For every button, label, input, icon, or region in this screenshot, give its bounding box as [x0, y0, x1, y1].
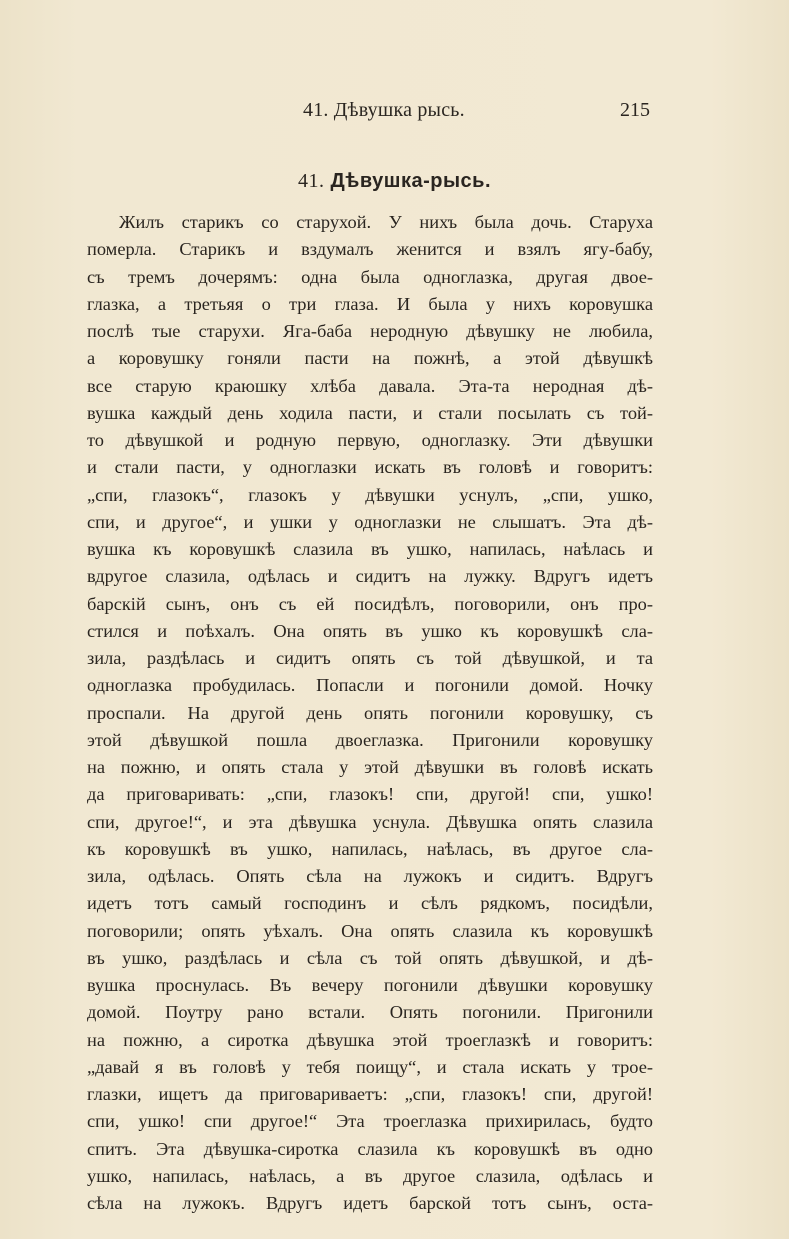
text-line: проспали. На другой день опять погонили коровушку, съ	[87, 702, 653, 723]
text-line: зила, раздѣлась и сидитъ опять съ той дѣвушкой, и та	[87, 648, 653, 668]
text-line: вушка каждый день ходила пасти, и стали посылать съ той-	[87, 402, 653, 423]
running-title: 41. Дѣвушка рысь.	[303, 99, 465, 121]
text-line: въ ушко, раздѣлась и сѣла съ той опять дѣвушкой, и дѣ-	[87, 947, 653, 968]
text-line: „спи, глазокъ“, глазокъ у дѣвушки уснулъ, „спи, ушко,	[87, 484, 653, 505]
text-line: спи, и другое“, и ушки у одноглазки не слышатъ. Эта дѣ-	[87, 511, 653, 532]
text-line: съ тремъ дочерямъ: одна была одноглазка, другая двое-	[87, 266, 653, 287]
text-line: да приговаривать: „спи, глазокъ! спи, другой! спи, ушко!	[87, 784, 653, 805]
text-line: глазки, ищетъ да приговариваетъ: „спи, глазокъ! спи, другой!	[87, 1084, 653, 1104]
text-line: къ коровушкѣ въ ушко, напилась, наѣлась, въ другое сла-	[87, 838, 653, 859]
page-header	[90, 99, 656, 127]
text-line: спи, другое!“, и эта дѣвушка уснула. Дѣвушка опять слазила	[87, 811, 653, 832]
chapter-title	[0, 170, 789, 193]
text-line: „давай я въ головѣ у тебя поищу“, и стала искать у трое-	[87, 1056, 653, 1077]
text-line: стился и поѣхалъ. Она опять въ ушко къ коровушкѣ сла-	[87, 620, 653, 641]
text-line: Жилъ старикъ со старухой. У нихъ была дочь. Старуха	[119, 212, 653, 232]
text-line: барскій сынъ, онъ съ ей посидѣлъ, поговорили, онъ про-	[87, 593, 653, 614]
body-text	[87, 209, 653, 1217]
chapter-title-text: Дѣвушка-рысь.	[330, 170, 492, 192]
text-line: и стали пасти, у одноглазки искать въ головѣ и говоритъ:	[87, 457, 653, 478]
text-line: идетъ тотъ самый господинъ и сѣлъ рядкомъ, посидѣли,	[87, 893, 653, 914]
text-line: этой дѣвушкой пошла двоеглазка. Пригонили коровушку	[87, 729, 653, 750]
text-line: на пожню, а сиротка дѣвушка этой троеглазкѣ и говоритъ:	[87, 1029, 653, 1050]
text-line: то дѣвушкой и родную первую, одноглазку. Эти дѣвушки	[87, 430, 653, 450]
text-line: спитъ. Эта дѣвушка-сиротка слазила къ коровушкѣ въ одно	[87, 1138, 653, 1159]
text-line: глазка, а третьяя о три глаза. И была у нихъ коровушка	[87, 293, 653, 314]
text-line: вушка къ коровушкѣ слазила въ ушко, напилась, наѣлась и	[87, 539, 653, 559]
text-line: спи, ушко! спи другое!“ Эта троеглазка прихирилась, будто	[87, 1111, 653, 1132]
text-line: поговорили; опять уѣхалъ. Она опять слазила къ коровушкѣ	[87, 920, 653, 941]
text-line: одноглазка пробудилась. Попасли и погонили домой. Ночку	[87, 675, 653, 696]
chapter-number: 41.	[297, 170, 325, 192]
text-line: на пожню, и опять стала у этой дѣвушки въ головѣ искать	[87, 757, 653, 777]
text-line: померла. Старикъ и вздумалъ женится и взялъ ягу-бабу,	[87, 239, 653, 260]
text-line: вушка проснулась. Въ вечеру погонили дѣвушки коровушку	[87, 975, 653, 995]
text-line: вдругое слазила, одѣлась и сидитъ на лужку. Вдругъ идетъ	[87, 566, 653, 587]
text-line: ушко, напилась, наѣлась, а въ другое слазила, одѣлась и	[87, 1165, 653, 1186]
text-line: зила, одѣлась. Опять сѣла на лужокъ и сидитъ. Вдругъ	[87, 866, 653, 886]
page-number: 215	[620, 99, 650, 121]
text-line: а коровушку гоняли пасти на пожнѣ, а этой дѣвушкѣ	[87, 348, 653, 369]
text-line: все старую краюшку хлѣба давала. Эта-та неродная дѣ-	[87, 375, 653, 396]
text-line: сѣла на лужокъ. Вдругъ идетъ барской тотъ сынъ, оста-	[87, 1193, 653, 1213]
text-line: домой. Поутру рано встали. Опять погонили. Пригонили	[87, 1002, 653, 1023]
text-line: послѣ тые старухи. Яга-баба неродную дѣвушку не любила,	[87, 321, 653, 341]
